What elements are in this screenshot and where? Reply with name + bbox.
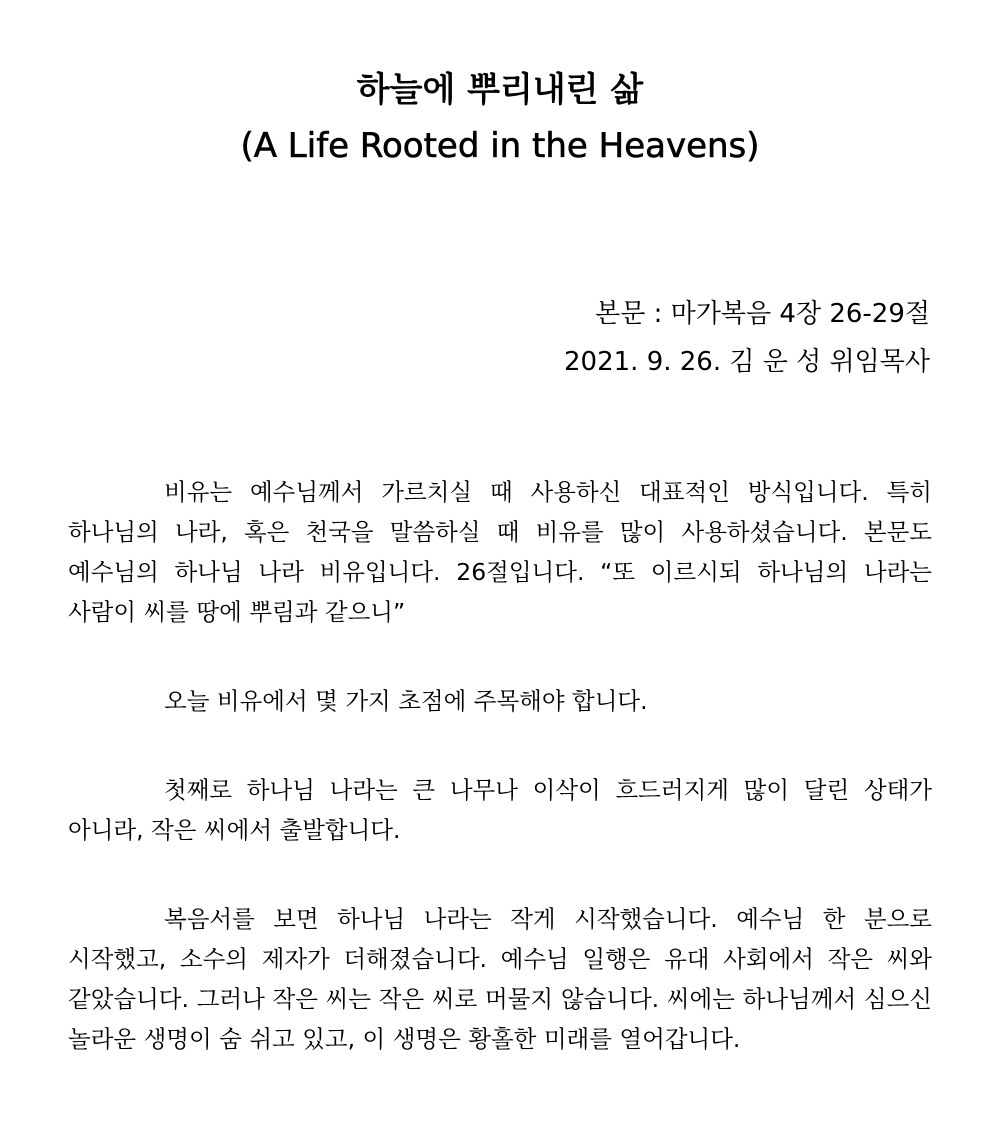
page-title-english: (A Life Rooted in the Heavens) [240, 126, 760, 166]
sermon-meta [564, 290, 930, 386]
paragraph: 복음서를 보면 하나님 나라는 작게 시작했습니다. 예수님 한 분으로 시작했고, 소수의 제자가 더해졌습니다. 예수님 일행은 유대 사회에서 작은 씨와 같았습니다. 그러나 작은 씨는 작은 씨로 머물지 않습니다. 씨에는 하나님께서 심으신 놀라운 생명이 숨 쉬고 있고, 이 생명은 황홀한 미래를 열어갑니다. [68, 905, 932, 1053]
paragraph: 첫째로 하나님 나라는 큰 나무나 이삭이 흐드러지게 많이 달린 상태가 아니라, 작은 씨에서 출발합니다. [68, 776, 932, 844]
paragraph: 비유는 예수님께서 가르치실 때 사용하신 대표적인 방식입니다. 특히 하나님의 나라, 혹은 천국을 말씀하실 때 비유를 많이 사용하셨습니다. 본문도 예수님의 하나님 나라 비유입니다. 26절입니다. “또 이르시되 하나님의 나라는 사람이 씨를 땅에 뿌림과 같으니” [68, 478, 932, 626]
sermon-body [68, 472, 932, 1059]
paragraph: 오늘 비유에서 몇 가지 초점에 주목해야 합니다. [164, 687, 648, 715]
scripture-reference: 본문 : 마가복음 4장 26-29절 [595, 299, 930, 329]
date-author: 2021. 9. 26. 김 운 성 위임목사 [564, 347, 930, 377]
title-block [0, 62, 1000, 174]
page-title-korean: 하늘에 뿌리내린 삶 [356, 70, 644, 110]
